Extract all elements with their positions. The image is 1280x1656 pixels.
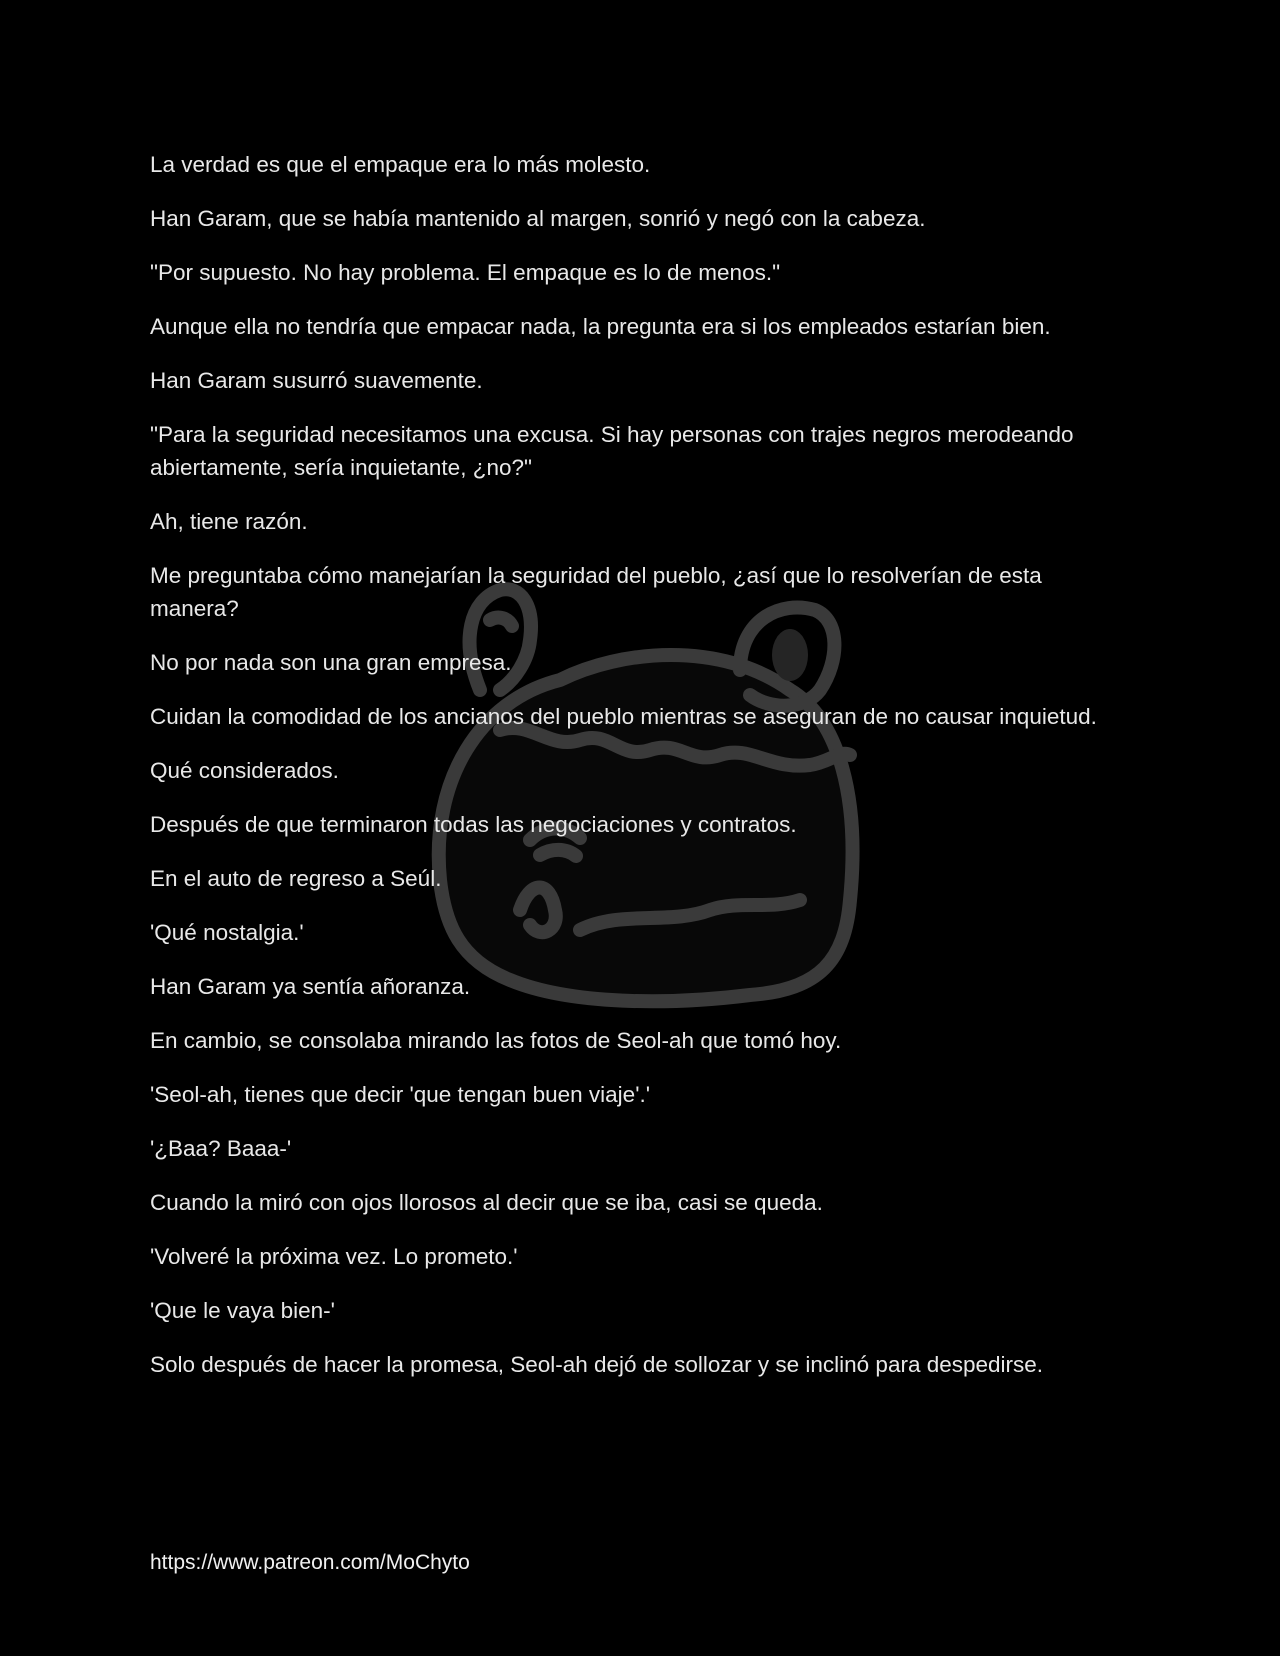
patreon-link[interactable]: https://www.patreon.com/MoChyto bbox=[150, 1551, 470, 1574]
paragraph: Qué considerados. bbox=[150, 758, 339, 783]
paragraph: 'Volveré la próxima vez. Lo prometo.' bbox=[150, 1244, 518, 1269]
paragraph: Aunque ella no tendría que empacar nada, la pregunta era si los empleados estarían bien. bbox=[150, 314, 1051, 339]
paragraph: '¿Baa? Baaa-' bbox=[150, 1136, 292, 1161]
paragraph: En el auto de regreso a Seúl. bbox=[150, 866, 442, 891]
text-body bbox=[150, 148, 1110, 1402]
paragraph: No por nada son una gran empresa. bbox=[150, 650, 512, 675]
paragraph: Han Garam, que se había mantenido al margen, sonrió y negó con la cabeza. bbox=[150, 206, 926, 231]
paragraph: 'Seol-ah, tienes que decir 'que tengan buen viaje'.' bbox=[150, 1082, 651, 1107]
paragraph: Solo después de hacer la promesa, Seol-ah dejó de sollozar y se inclinó para despedirse. bbox=[150, 1352, 1044, 1377]
paragraph: Cuando la miró con ojos llorosos al decir que se iba, casi se queda. bbox=[150, 1190, 823, 1215]
paragraph: "Por supuesto. No hay problema. El empaque es lo de menos." bbox=[150, 260, 781, 285]
paragraph: 'Qué nostalgia.' bbox=[150, 920, 304, 945]
paragraph: Ah, tiene razón. bbox=[150, 509, 308, 534]
paragraph: "Para la seguridad necesitamos una excusa. Si hay personas con trajes negros merodeando abiertamente, sería inquietante, ¿no?" bbox=[150, 422, 1074, 480]
paragraph: Me preguntaba cómo manejarían la seguridad del pueblo, ¿así que lo resolverían de esta manera? bbox=[150, 563, 1042, 621]
paragraph: Han Garam susurró suavemente. bbox=[150, 368, 483, 393]
paragraph: Cuidan la comodidad de los ancianos del pueblo mientras se aseguran de no causar inquietud. bbox=[150, 704, 1097, 729]
paragraph: Después de que terminaron todas las negociaciones y contratos. bbox=[150, 812, 797, 837]
paragraph: 'Que le vaya bien-' bbox=[150, 1298, 335, 1323]
paragraph: La verdad es que el empaque era lo más molesto. bbox=[150, 152, 651, 177]
paragraph: Han Garam ya sentía añoranza. bbox=[150, 974, 471, 999]
paragraph: En cambio, se consolaba mirando las fotos de Seol-ah que tomó hoy. bbox=[150, 1028, 842, 1053]
